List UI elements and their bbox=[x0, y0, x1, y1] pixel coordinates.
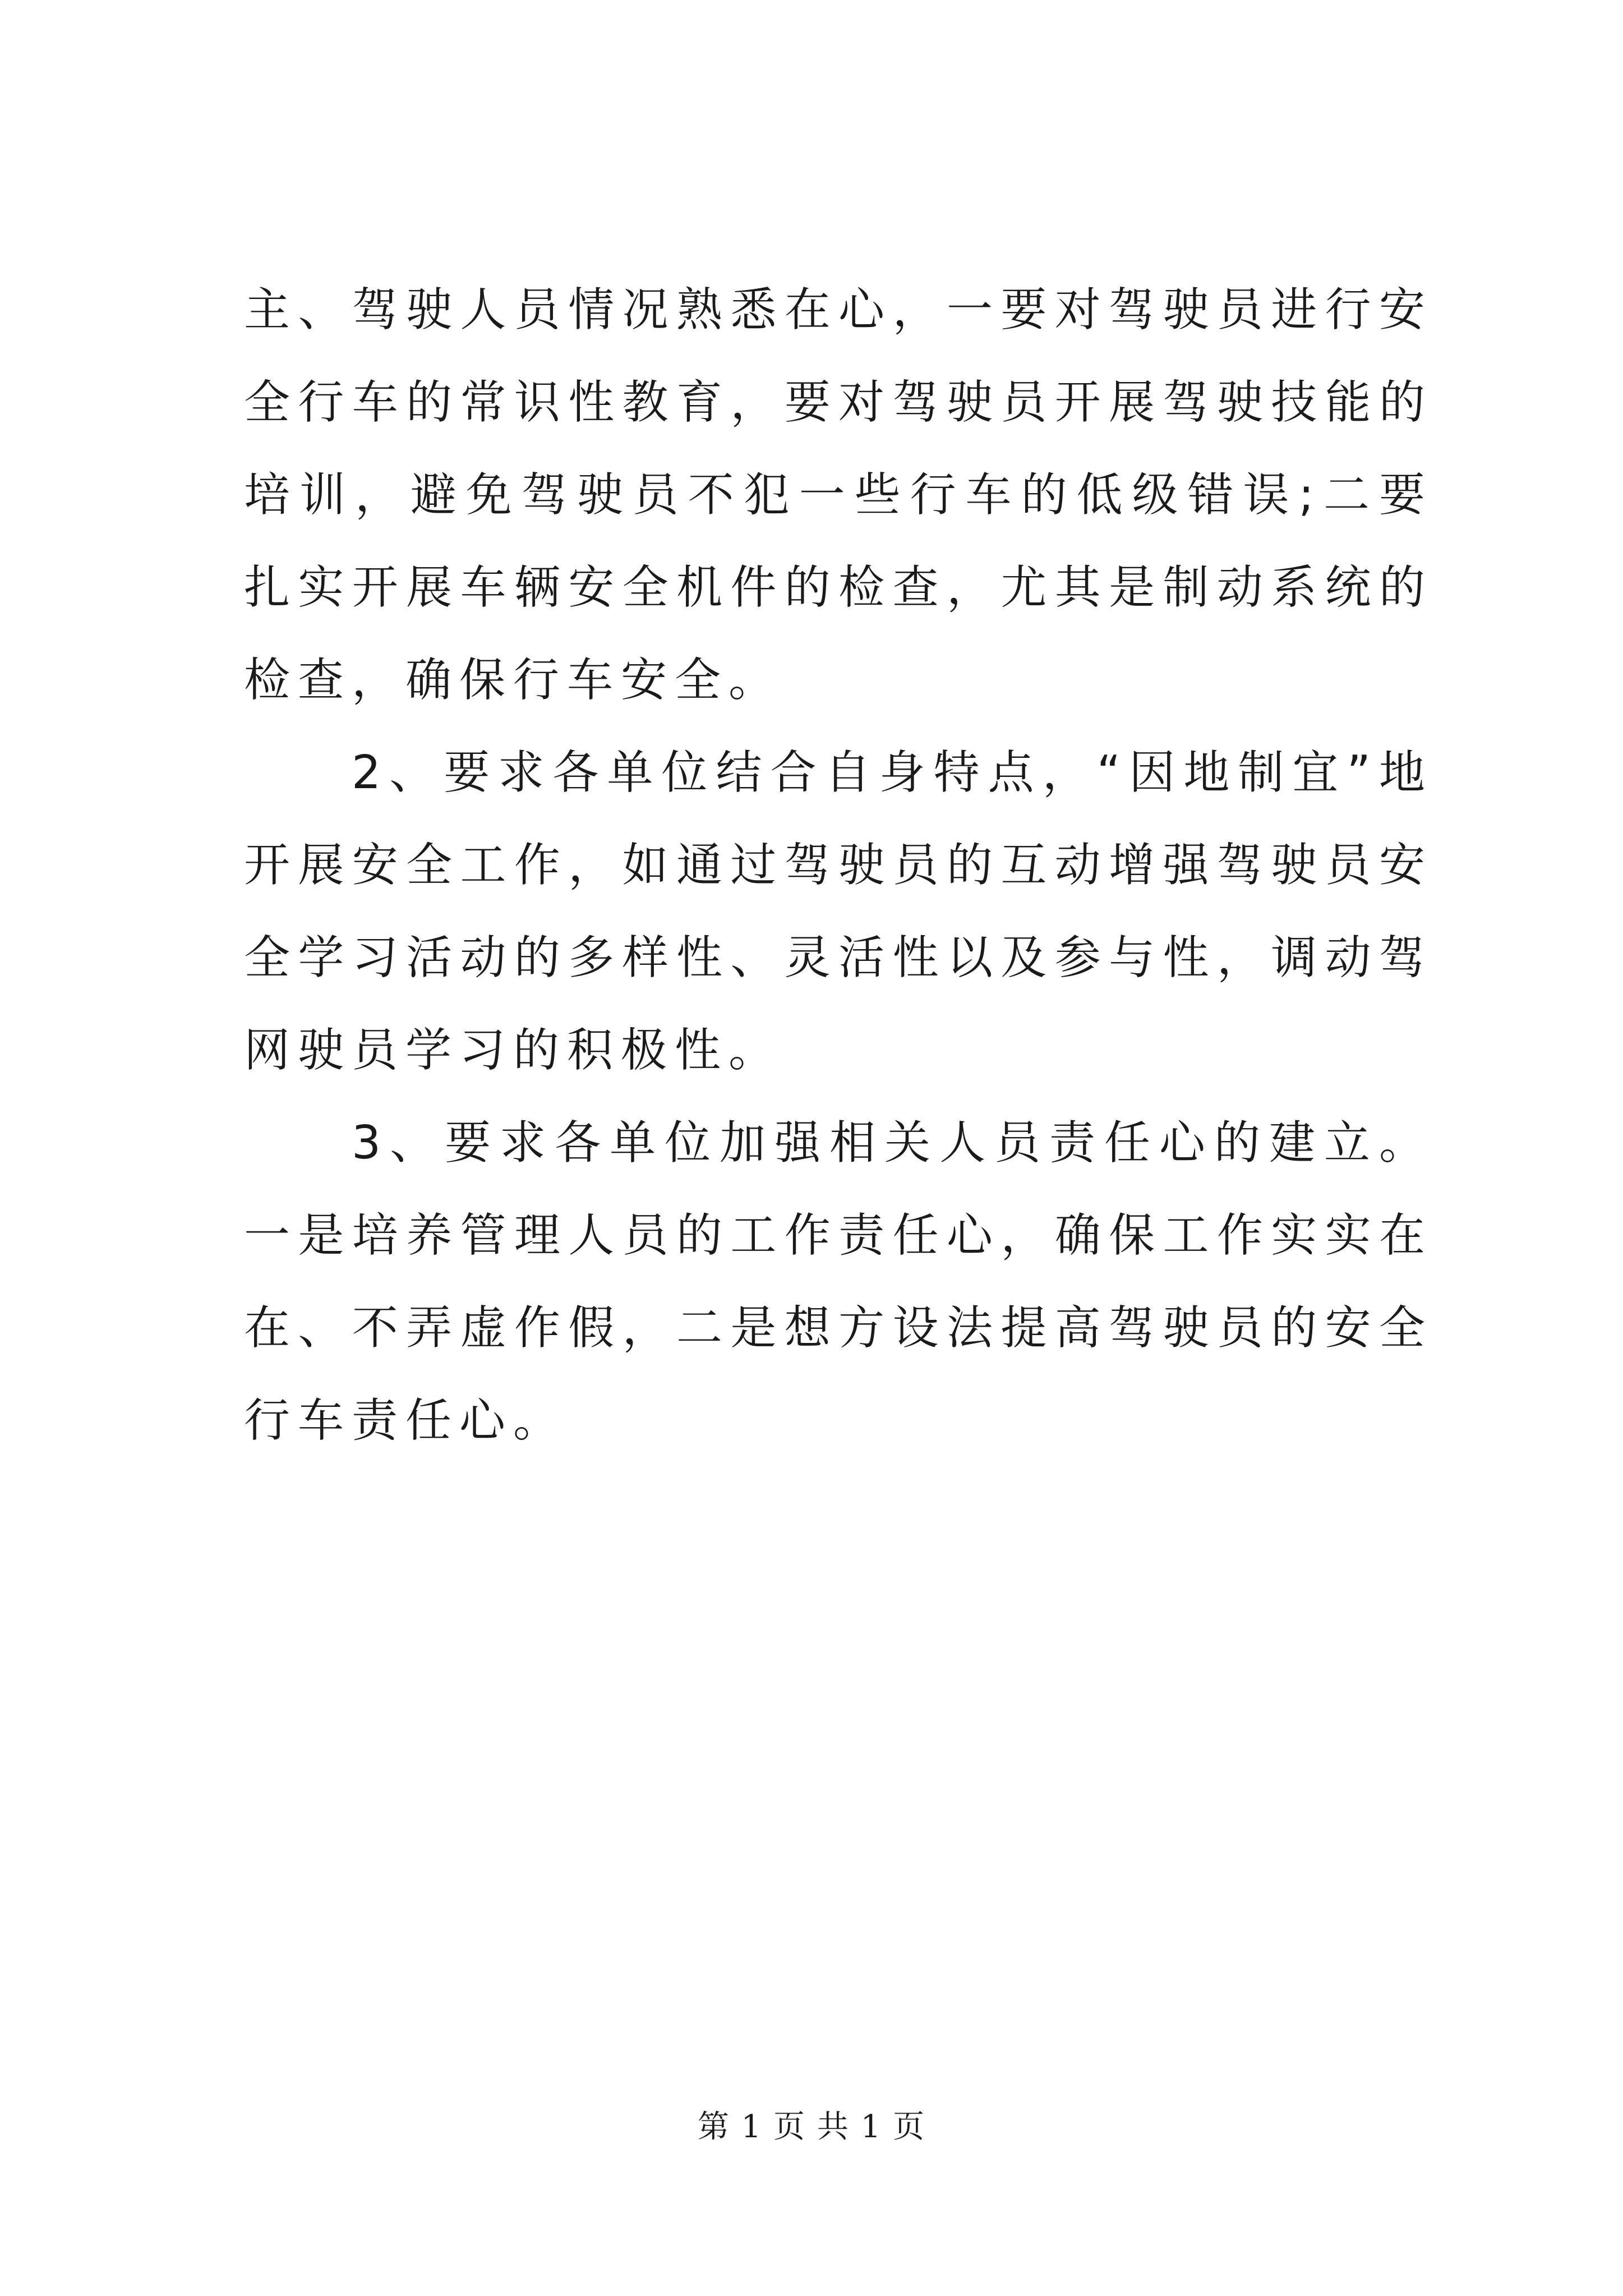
page-footer: 第 1 页 共 1 页 bbox=[697, 2109, 926, 2145]
paragraph-1: 主、驾驶人员情况熟悉在心，一要对驾驶员进行安全行车的常识性教育，要对驾驶员开展驾驶技能的培训，避免驾驶员不犯一些行车的低级错误;二要扎实开展车辆安全机件的检查，尤其是制动系统的检查，确保行车安全。 bbox=[244, 283, 1433, 707]
document-body bbox=[244, 264, 1433, 1467]
paragraph-2: 2、要求各单位结合自身特点，“因地制宜”地开展安全工作，如通过驾驶员的互动增强驾驶员安全学习活动的多样性、灵活性以及参与性，调动驾网驶员学习的积极性。 bbox=[244, 746, 1433, 1077]
paragraph-3: 3、要求各单位加强相关人员责任心的建立。一是培养管理人员的工作责任心，确保工作实实在在、不弄虚作假，二是想方设法提高驾驶员的安全行车责任心。 bbox=[244, 1116, 1433, 1447]
